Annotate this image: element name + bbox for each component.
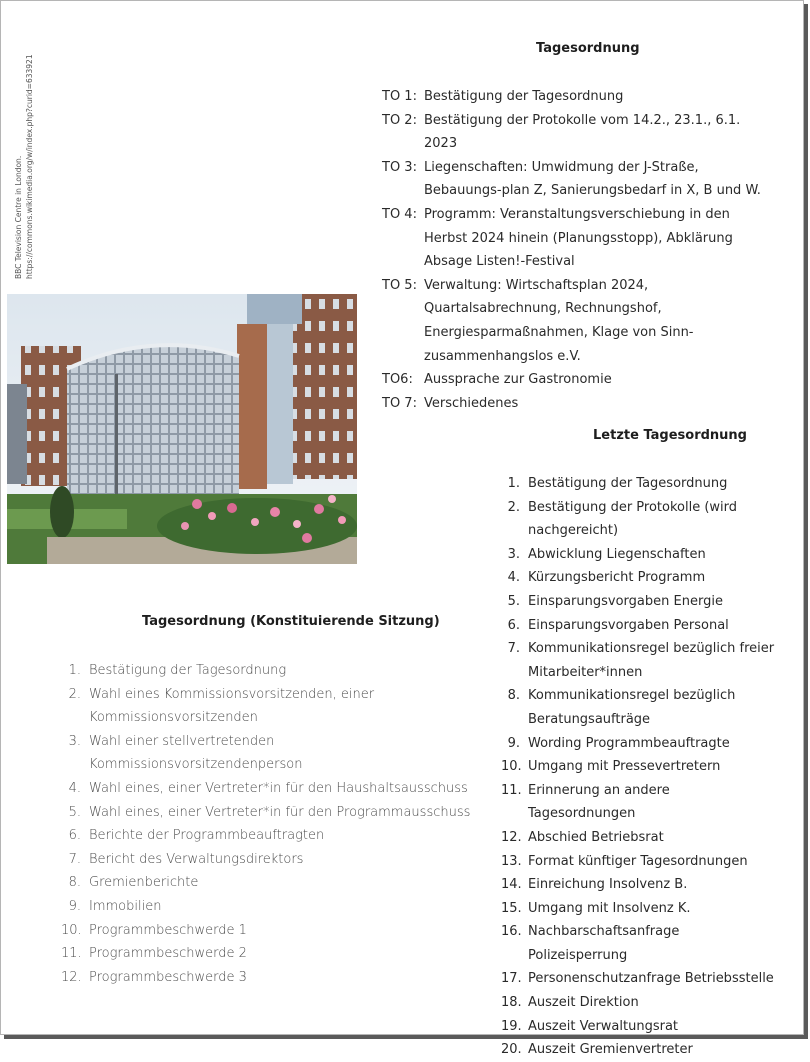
building-photo-image	[7, 294, 357, 564]
list-item	[501, 472, 776, 496]
agenda-item-text: Programm: Veranstaltungsverschiebung in den Herbst 2024 hinein (Planungsstopp), Abklärung Absage Listen!-Festival	[424, 206, 733, 270]
list-item	[61, 966, 481, 990]
list-item-number: 7.	[68, 851, 81, 867]
agenda-item-number: TO 2:	[382, 112, 417, 128]
list-item	[61, 824, 481, 848]
list-item	[501, 637, 776, 684]
list-item	[501, 496, 776, 543]
agenda-item-number: TO 4:	[382, 206, 417, 222]
list-item	[501, 826, 776, 850]
list-item	[501, 920, 776, 967]
list-item-text: Wahl eines, einer Vertreter*in für den Programmausschuss	[89, 804, 471, 820]
list-item-number: 6.	[68, 828, 81, 844]
list-item	[501, 897, 776, 921]
list-item	[501, 614, 776, 638]
list-item-text: Bestätigung der Protokolle (wird nachgereicht)	[528, 499, 738, 539]
list-item-text: Bestätigung der Tagesordnung	[89, 663, 287, 678]
agenda-item	[382, 203, 777, 274]
list-item-text: Immobilien	[89, 898, 162, 914]
agenda-item-number: TO 7:	[382, 395, 417, 411]
list-item	[501, 873, 776, 897]
list-item-number: 2.	[507, 499, 520, 515]
agenda-item-number: TO 3:	[382, 159, 417, 175]
list-item	[501, 991, 776, 1015]
list-item-number: 12.	[61, 969, 82, 985]
list-item-number: 5.	[68, 804, 81, 820]
list-item	[61, 777, 481, 801]
list-item-text: Personenschutzanfrage Betriebsstelle	[528, 971, 774, 987]
list-item-number: 6.	[507, 617, 520, 633]
konst-agenda-title: Tagesordnung (Konstituierende Sitzung)	[142, 614, 440, 629]
list-item	[501, 755, 776, 779]
list-item-text: Wahl eines Kommissionsvorsitzenden, einer Kommissionsvorsitzenden	[89, 686, 375, 726]
list-item	[61, 659, 481, 683]
list-item-number: 3.	[68, 733, 81, 749]
list-item	[61, 919, 481, 943]
list-item-text: Wahl eines, einer Vertreter*in für den Haushaltsausschuss	[89, 780, 468, 796]
list-item-text: Programmbeschwerde 1	[89, 922, 247, 938]
list-item-text: Umgang mit Insolvenz K.	[528, 900, 691, 916]
agenda-item	[382, 85, 777, 109]
list-item	[501, 967, 776, 991]
agenda-item-number: TO6:	[382, 372, 413, 388]
list-item-number: 11.	[501, 782, 522, 798]
list-item-text: Wording Programmbeauftragte	[528, 735, 730, 751]
last-agenda-title: Letzte Tagesordnung	[593, 428, 747, 443]
list-item-number: 9.	[507, 735, 520, 751]
agenda-item-text: Bestätigung der Tagesordnung	[424, 89, 624, 104]
list-item	[501, 566, 776, 590]
list-item-number: 8.	[68, 875, 81, 891]
list-item-number: 9.	[68, 898, 81, 914]
list-item-number: 11.	[61, 946, 82, 962]
konst-agenda-list	[61, 659, 481, 989]
list-item-number: 10.	[61, 922, 82, 938]
list-item-text: Bericht des Verwaltungsdirektors	[89, 851, 304, 867]
list-item	[501, 590, 776, 614]
list-item	[501, 684, 776, 731]
last-agenda-list	[501, 472, 776, 1062]
list-item-text: Erinnerung an andere Tagesordnungen	[528, 782, 670, 822]
list-item-number: 17.	[501, 971, 522, 987]
list-item-number: 20.	[501, 1042, 522, 1058]
list-item-text: Format künftiger Tagesordnungen	[528, 853, 748, 869]
list-item	[501, 779, 776, 826]
list-item-text: Abschied Betriebsrat	[528, 829, 664, 845]
building-photo	[7, 294, 357, 564]
list-item-text: Auszeit Gremienvertreter	[528, 1042, 693, 1058]
list-item-number: 1.	[507, 476, 520, 491]
list-item-text: Programmbeschwerde 3	[89, 969, 247, 985]
list-item	[61, 801, 481, 825]
list-item-text: Auszeit Verwaltungsrat	[528, 1018, 679, 1034]
list-item-number: 4.	[68, 780, 81, 796]
list-item-text: Programmbeschwerde 2	[89, 946, 247, 962]
agenda-item-text: Liegenschaften: Umwidmung der J-Straße, Bebauungs-plan Z, Sanierungsbedarf in X, B und W.	[424, 159, 761, 199]
list-item-text: Kommunikationsregel bezüglich freier Mitarbeiter*innen	[528, 641, 775, 680]
agenda-item	[382, 274, 777, 368]
agenda-item	[382, 156, 777, 203]
agenda-item	[382, 109, 777, 156]
list-item-number: 7.	[507, 641, 520, 657]
photo-credit-line-1: BBC Television Centre in London.	[14, 155, 23, 279]
list-item-text: Einsparungsvorgaben Energie	[528, 593, 723, 609]
list-item-text: Einreichung Insolvenz B.	[528, 877, 688, 893]
list-item-number: 2.	[68, 686, 81, 702]
list-item-number: 4.	[507, 570, 520, 586]
agenda-title: Tagesordnung	[536, 41, 640, 56]
list-item	[61, 895, 481, 919]
list-item-text: Abwicklung Liegenschaften	[528, 546, 706, 562]
list-item-number: 18.	[501, 995, 522, 1011]
list-item	[61, 683, 481, 730]
list-item-number: 10.	[501, 759, 522, 775]
list-item-number: 16.	[501, 924, 522, 940]
list-item-number: 13.	[501, 853, 522, 869]
list-item-text: Umgang mit Pressevertretern	[528, 759, 721, 775]
list-item	[501, 732, 776, 756]
agenda-item-text: Aussprache zur Gastronomie	[424, 372, 612, 388]
agenda-item	[382, 392, 777, 416]
list-item	[501, 850, 776, 874]
agenda-item-text: Bestätigung der Protokolle vom 14.2., 23.1., 6.1. 2023	[424, 112, 741, 152]
agenda-item-number: TO 5:	[382, 277, 417, 293]
list-item-number: 15.	[501, 900, 522, 916]
list-item-number: 5.	[507, 593, 520, 609]
agenda-item-text: Verwaltung: Wirtschaftsplan 2024, Quartalsabrechnung, Rechnungshof, Energiesparmaßnahmen, Klage von Sinn-zusammenhangslos e.V.	[424, 277, 694, 364]
list-item-text: Gremienberichte	[89, 875, 199, 891]
agenda-item-number: TO 1:	[382, 89, 417, 104]
list-item	[501, 1015, 776, 1039]
list-item-number: 1.	[68, 663, 81, 678]
list-item-text: Wahl einer stellvertretenden Kommissionsvorsitzendenperson	[89, 733, 303, 773]
list-item	[61, 871, 481, 895]
list-item-number: 3.	[507, 546, 520, 562]
list-item	[61, 730, 481, 777]
list-item-number: 14.	[501, 877, 522, 893]
photo-credit	[13, 54, 35, 279]
agenda-item	[382, 368, 777, 392]
photo-credit-url: https://commons.wikimedia.org/w/index.php?curid=633921	[25, 54, 34, 279]
list-item-text: Einsparungsvorgaben Personal	[528, 617, 729, 633]
list-item-number: 19.	[501, 1018, 522, 1034]
list-item-number: 12.	[501, 829, 522, 845]
list-item-text: Kommunikationsregel bezüglich Beratungsaufträge	[528, 688, 736, 727]
list-item	[501, 543, 776, 567]
list-item-text: Kürzungsbericht Programm	[528, 570, 706, 586]
list-item-text: Auszeit Direktion	[528, 995, 639, 1011]
list-item	[501, 1038, 776, 1062]
list-item-text: Berichte der Programmbeauftragten	[89, 828, 325, 844]
list-item	[61, 848, 481, 872]
agenda-item-text: Verschiedenes	[424, 395, 519, 411]
list-item-text: Bestätigung der Tagesordnung	[528, 476, 728, 491]
list-item	[61, 942, 481, 966]
list-item-number: 8.	[507, 688, 520, 704]
agenda-list	[382, 85, 777, 415]
list-item-text: Nachbarschaftsanfrage Polizeisperrung	[528, 924, 680, 963]
